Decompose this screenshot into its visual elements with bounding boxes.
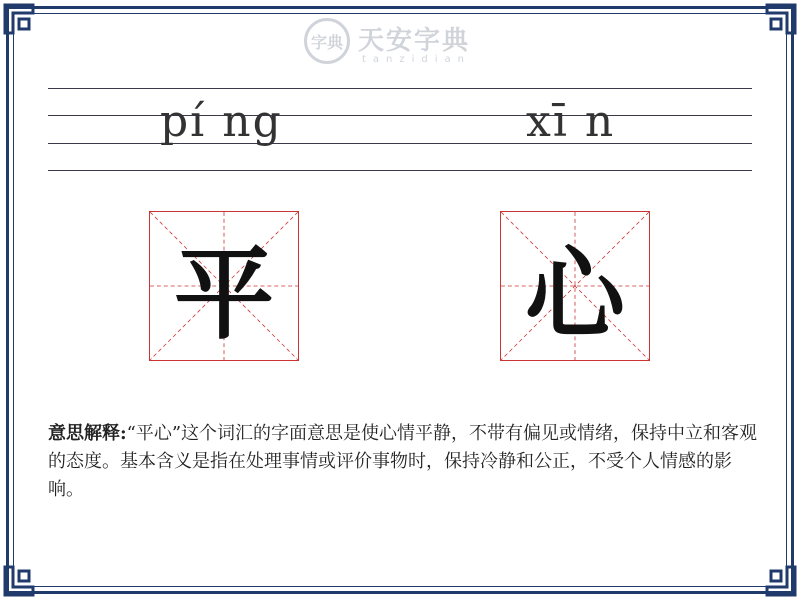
explanation-label: 意思解释 xyxy=(48,423,120,444)
corner-ornament-icon xyxy=(757,3,797,43)
logo-seal-icon: 字典 xyxy=(304,18,350,64)
pinyin-syllable: xī n xyxy=(526,96,616,147)
logo-title: 天安字典 xyxy=(358,26,471,56)
character-grid-box xyxy=(500,211,650,361)
hanzi-character: 平 xyxy=(174,236,274,353)
explanation-paragraph xyxy=(48,420,758,504)
hanzi-character: 心 xyxy=(525,236,625,353)
pinyin-syllable: pí ng xyxy=(160,96,283,147)
explanation-text: “平心”这个词汇的字面意思是使心情平静，不带有偏见或情绪，保持中立和客观的态度。基本含义是指在处理事情或评价事物时，保持冷静和公正，不受个人情感的影响。 xyxy=(48,423,758,500)
pinyin-ruled-lines xyxy=(48,88,752,172)
corner-ornament-icon xyxy=(757,557,797,597)
logo-subtitle: tanzidian xyxy=(362,54,472,65)
character-grid-box xyxy=(149,211,299,361)
corner-ornament-icon xyxy=(3,3,43,43)
explanation-colon: : xyxy=(120,423,127,444)
corner-ornament-icon xyxy=(3,557,43,597)
site-logo xyxy=(300,14,500,70)
